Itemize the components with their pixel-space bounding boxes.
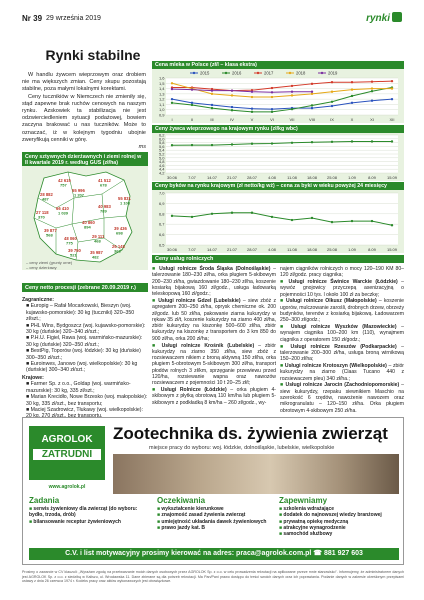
data-point bbox=[311, 93, 313, 95]
legend-label: 2016 bbox=[232, 70, 242, 76]
data-point bbox=[171, 98, 173, 100]
services-title: Ceny usług rolniczych bbox=[152, 255, 404, 263]
legend-label: 2019 bbox=[328, 70, 338, 76]
x-tick-label: 18.08 bbox=[306, 175, 318, 180]
y-tick-label: 1,3 bbox=[158, 91, 165, 97]
data-point bbox=[291, 108, 293, 110]
article-author: ms bbox=[138, 144, 146, 151]
x-tick-label: 14.07 bbox=[206, 175, 218, 180]
service-item: ■ Usługi rolnicze Środa Śląska (Dolnośląskie) – talerzowanie 180–230 zł/ha, orka pługiem 5-skibowym 200–230 zł/ha, gwiazdowanie 180–230 zł/ha, koszenie kosiarką bijakową 160 zł/godz., usługa ładowarką teleskopową 160 zł/godz.; bbox=[152, 266, 276, 298]
data-point bbox=[271, 91, 273, 93]
data-point bbox=[291, 219, 293, 221]
region-land-price: 39 877 bbox=[44, 228, 57, 233]
ad-column-item: ■ serwis żywieniowy dla zwierząt (do wyboru: bydło, trzoda, drób) bbox=[29, 506, 138, 519]
prices-list bbox=[22, 296, 148, 420]
ad-photo-livestock bbox=[113, 454, 399, 494]
service-item: ■ Usługi rolnicze Olkusz (Małopolskie) – koszenie ugorów, mulczowanie zarośli, drobnych drzew, obrzeży budynków, terenów z kosiarką bijakową. Ładowarzem 250–300 zł/godz.; bbox=[280, 298, 405, 324]
data-point bbox=[231, 94, 233, 96]
data-point bbox=[351, 140, 353, 142]
data-point bbox=[231, 89, 233, 91]
data-point bbox=[251, 143, 253, 145]
y-tick-label: 5,6 bbox=[158, 143, 165, 149]
price-item: ■ Farmer Sp. z o.o., Goldap (woj. warmińsko-mazurskie): 30 kg, 335 zł/szt.; bbox=[26, 381, 131, 394]
data-point bbox=[351, 220, 353, 222]
price-item: ■ Euroinwes, Janowo (woj. wielkopolskie): 30 kg (duńskie) 300–340 zł/szt.; bbox=[26, 361, 138, 374]
article-paragraph: Ceny tucznikiów w Niemczech nie zmieniły się, stąd zapewne brak ruchów cenowych na naszym rynku. Azskowiek ta stabilizacja nie jest odzwierciedleniem sytuacji podażowej, bowiem zaczyna brakować u nas tuczników. Może to oznaczać, iż w kolejnym tygodniu ubojnie zweryfikują cenniki w górę. bbox=[22, 93, 146, 143]
data-point bbox=[391, 224, 393, 226]
legend-label: 2015 bbox=[200, 70, 210, 76]
milk-price-chart bbox=[152, 61, 404, 123]
section-logo-text: rynki bbox=[366, 13, 390, 24]
data-point bbox=[351, 88, 353, 90]
x-tick-label: III bbox=[210, 117, 214, 122]
data-point bbox=[351, 95, 353, 97]
region-lease-price: 1 207 bbox=[74, 192, 85, 198]
legend-marker bbox=[257, 72, 259, 74]
section-logo bbox=[366, 12, 402, 24]
x-tick-label: V bbox=[250, 117, 254, 122]
legend-label: 2018 bbox=[296, 70, 306, 76]
region-land-price: 66 410 bbox=[56, 206, 69, 211]
region-lease-price: 482 bbox=[92, 254, 99, 260]
data-point bbox=[311, 83, 313, 85]
chart-title: Ceny żywca wieprzowego na krajowym rynku (zł/kg wbc) bbox=[152, 125, 404, 133]
region-lease-price: 368 bbox=[114, 248, 121, 254]
data-point bbox=[331, 141, 333, 143]
x-tick-label: IX bbox=[330, 117, 334, 122]
ad-column-item: ■ samochód służbowy bbox=[279, 531, 333, 538]
data-point bbox=[371, 220, 373, 222]
x-tick-label: 25.08 bbox=[326, 175, 338, 180]
data-point bbox=[351, 102, 353, 104]
chart-title: Cena mleka w Polsce (zł/l – klasa ekstra) bbox=[152, 61, 404, 69]
data-point bbox=[291, 94, 293, 96]
data-point bbox=[231, 212, 233, 214]
x-tick-label: 14.07 bbox=[206, 247, 218, 252]
x-tick-label: 18.08 bbox=[306, 247, 318, 252]
ad-columns bbox=[29, 498, 399, 546]
x-tick-label: 1.09 bbox=[348, 175, 356, 180]
x-tick-label: II bbox=[190, 117, 194, 122]
chart-title: Ceny byków na rynku krajowym (zł netto/kg wż) – cena za byki w wieku powyżej 24 miesięcy bbox=[152, 182, 404, 190]
ad-column bbox=[157, 498, 273, 546]
ad-column bbox=[279, 498, 399, 546]
plot-area bbox=[166, 193, 398, 245]
x-tick-label: 4.08 bbox=[268, 175, 276, 180]
y-tick-label: 7,0 bbox=[158, 190, 165, 196]
data-point bbox=[331, 221, 333, 223]
data-point bbox=[311, 91, 313, 93]
map-panel bbox=[22, 152, 148, 270]
data-point bbox=[211, 104, 213, 106]
data-point bbox=[271, 142, 273, 144]
data-point bbox=[311, 217, 313, 219]
y-tick-label: 1,6 bbox=[158, 75, 165, 81]
region-land-price: 27 118 bbox=[36, 210, 49, 215]
region-land-price: 39 436 bbox=[114, 226, 127, 231]
x-tick-label: 15.09 bbox=[386, 247, 398, 252]
data-point bbox=[231, 106, 233, 108]
data-point bbox=[231, 109, 233, 111]
y-tick-label: 6,0 bbox=[158, 136, 165, 142]
data-point bbox=[191, 104, 193, 106]
y-tick-label: 1,0 bbox=[158, 107, 165, 113]
ad-subtitle: miejsce pracy do wyboru: woj. łódzkie, dolnośląskie, lubelskie, wielkopolskie bbox=[149, 445, 335, 451]
region-land-price: 55 831 bbox=[118, 196, 131, 201]
y-tick-label: 4,4 bbox=[158, 166, 165, 172]
region-land-price: 41 512 bbox=[98, 178, 111, 183]
data-point bbox=[251, 91, 253, 93]
prices-section-title: Krajowe: bbox=[22, 374, 44, 381]
ad-website[interactable]: www.agrolok.pl bbox=[48, 484, 86, 490]
ad-column-item: ■ prywatną opiekę medyczną bbox=[279, 518, 349, 525]
x-tick-label: XI bbox=[370, 117, 374, 122]
y-tick-label: 1,4 bbox=[158, 86, 165, 92]
ad-column-item: ■ umiejętność układania dawek żywieniowych bbox=[157, 518, 267, 525]
region-land-price: 26 145 bbox=[112, 244, 125, 249]
y-tick-label: 5,0 bbox=[158, 155, 165, 161]
poland-map bbox=[26, 168, 144, 266]
y-tick-label: 1,5 bbox=[158, 80, 165, 86]
region-lease-price: 487 bbox=[42, 196, 49, 202]
service-item: ■ Usługi rolnicze Krotoszyn (Wielkopolskie) – zbiór kukurydzy na ziarno (Claas Tucano 440 z rozsiewaczem pleu) 340 zł/ha.; bbox=[280, 362, 404, 382]
data-point bbox=[251, 111, 253, 113]
data-point bbox=[171, 88, 173, 90]
footer-clause: Prosimy o zawarcie w CV klauzuli: „Wyrażam zgodę na przetwarzanie moich danych osobowych przez AGROLOK Sp. z o.o. w celu prowadzenia rekrutacji na aplikowane przeze mnie stanowisko”. Informujemy, że administratorem danych jest AGROLOK Sp. z o.o. z siedzibą w Kaliszu, ul. Wrocławska 11. Dane zbierane są dla potrzeb rekrutacji. Ma Pan/Pani prawo dostępu do treści swoich danych oraz ich poprawiania. Podanie danych w zakresie określonym przepisami ustawy z dnia 26 czerwca 1974 r. Kodeks pracy oraz aktów wykonawczych jest obowiązkowe. bbox=[22, 570, 404, 584]
y-tick-label: 6,7 bbox=[158, 221, 165, 227]
region-lease-price: 568 bbox=[46, 232, 53, 238]
region-land-price: 39 750 bbox=[68, 248, 81, 253]
ad-column-title: Oczekiwania bbox=[157, 496, 206, 505]
ad-column-title: Zadania bbox=[29, 496, 60, 505]
y-tick-label: 4,2 bbox=[158, 170, 165, 176]
service-item: ■ Usługi rolnicze Wyszków (Mazowieckie) – wynajem ciągnika 100–200 km (110), wynajmem ciągnika z operatorem 150 zł/godz.; bbox=[280, 324, 404, 343]
region-lease-price: 468 bbox=[94, 238, 101, 244]
y-tick-label: 6,2 bbox=[158, 133, 165, 138]
x-tick-label: 21.07 bbox=[226, 175, 238, 180]
legend-marker bbox=[193, 72, 195, 74]
article-body bbox=[22, 72, 146, 151]
x-tick-label: 28.07 bbox=[246, 247, 258, 252]
page-header bbox=[22, 14, 402, 28]
region-lease-price: 678 bbox=[100, 182, 107, 188]
ad-column-item: ■ dodatek do najnowszej wiedzy branżowej bbox=[279, 512, 382, 519]
x-tick-label: 8.09 bbox=[368, 175, 376, 180]
price-item: ■ P.H.U. Figiel, Rawa (woj. warmińsko-mazurskie): 30 kg (duńskie) 320–350 zł/szt.; bbox=[26, 335, 143, 348]
x-tick-label: 28.07 bbox=[246, 175, 258, 180]
ad-column-title: Zapewniamy bbox=[279, 496, 328, 505]
pork-price-chart bbox=[152, 125, 404, 181]
price-item: ■ PHL Wins, Bydgoszcz (woj. kujawsko-pomorskie): 30 kg (duńskie) 320–340 zł/szt.; bbox=[26, 322, 146, 336]
price-item: ■ BestPig, Toporów (woj. łódzkie): 30 kg (duńskie) 300–350 zł/szt.; bbox=[26, 348, 141, 361]
x-tick-label: 30.06 bbox=[166, 247, 178, 252]
data-point bbox=[251, 96, 253, 98]
price-item: ■ Maciej Szadrowicz, Tłukawy (woj. wielkopolskie): bbox=[26, 406, 143, 413]
price-item: ■ Europig – Rafał Mocarkowski, Bieszyn (woj. kujawsko-pomorskie): 30 kg (tuczniki) 320–350 zł/szt.; bbox=[26, 303, 135, 323]
job-ad bbox=[22, 417, 404, 565]
y-tick-label: 1,2 bbox=[158, 96, 165, 102]
region-lease-price: 757 bbox=[60, 182, 67, 188]
x-tick-label: VII bbox=[289, 117, 295, 122]
map-title: Ceny sztywnych dzierżawnych i ziemi rolnej w II kwartale 2019 r. według GUS (zł/ha) bbox=[22, 152, 148, 166]
region-land-price: 55 996 bbox=[72, 188, 85, 193]
y-tick-label: 6,6 bbox=[158, 232, 165, 238]
article-title: Rynki stabilne bbox=[45, 47, 141, 63]
x-tick-label: 15.09 bbox=[386, 175, 398, 180]
data-point bbox=[211, 213, 213, 215]
data-point bbox=[391, 98, 393, 100]
ad-column-item: ■ szkolenia wdrażające bbox=[279, 506, 335, 513]
ad-contact[interactable]: C.V. i list motywacyjny prosimy kierować na adres: praca@agrolok.com.pl ☎ 881 927 603 bbox=[29, 548, 399, 560]
ad-column-item: ■ wykształcenie kierunkowe bbox=[157, 506, 224, 513]
milk-price-plot bbox=[152, 69, 404, 123]
x-tick-label: 1.09 bbox=[348, 247, 356, 252]
ad-brand: AGROLOK bbox=[41, 434, 93, 445]
data-point bbox=[251, 107, 253, 109]
legend-marker bbox=[321, 72, 323, 74]
service-item: ■ Usługi rolnicze Rzeszów (Podkarpackie) – talerzowanie 200–300 zł/ha, usługa broną wirnikową 150–200 zł/ha; bbox=[280, 343, 404, 363]
x-tick-label: VIII bbox=[308, 117, 316, 122]
service-item: ■ Usługi Rolnicze (Łódzkie) – orka pługiem 4-skibowym z płytką obrotową 110 km/ha lub pługiem 5-skibowym z podkładką 8 km/ha – 260 zł/godz., wy- bbox=[152, 387, 276, 406]
data-point bbox=[271, 111, 273, 113]
issue-number: Nr 39 bbox=[22, 14, 43, 23]
x-tick-label: 7.07 bbox=[188, 247, 196, 252]
data-point bbox=[311, 107, 313, 109]
y-tick-label: 5,4 bbox=[158, 147, 165, 153]
data-point bbox=[171, 215, 173, 217]
data-point bbox=[371, 140, 373, 142]
ad-column-item: ■ prawo jazdy kat. B bbox=[157, 524, 206, 531]
services-column-right bbox=[280, 266, 404, 414]
region-land-price: 28 882 bbox=[40, 192, 53, 197]
region-lease-price: 370 bbox=[38, 214, 45, 220]
region-land-price: 40 983 bbox=[98, 204, 111, 209]
data-point bbox=[391, 140, 393, 142]
x-tick-label: 8.09 bbox=[368, 247, 376, 252]
data-point bbox=[331, 91, 333, 93]
region-lease-price: 775 bbox=[66, 240, 73, 246]
region-lease-price: 698 bbox=[116, 230, 123, 236]
data-point bbox=[291, 91, 293, 93]
service-item: ■ Usługi rolnicze Jarocin (Zachodniopomorskie) – siew kukurydzy, rzepaku siewnikiem Maschio na szerokość 6 rzędów, nawożenie nawozem oraz mikrogranulatu – 120–150 zł/ha. Orka pługiem obrotowym 4-skibowym 250 zł/ha. bbox=[280, 382, 404, 414]
prices-section-title: Zagraniczne: bbox=[22, 297, 54, 303]
x-tick-label: 7.07 bbox=[188, 175, 196, 180]
data-point bbox=[231, 143, 233, 145]
x-tick-label: 4.08 bbox=[268, 247, 276, 252]
y-tick-label: 6,5 bbox=[158, 242, 165, 248]
region-lease-price: 1 039 bbox=[58, 210, 69, 216]
region-lease-price: 894 bbox=[84, 224, 91, 230]
data-point bbox=[171, 144, 173, 146]
ad-column-item: ■ atrakcyjne wynagrodzenie bbox=[279, 524, 346, 531]
data-point bbox=[271, 216, 273, 218]
ad-column bbox=[29, 498, 149, 546]
data-point bbox=[371, 90, 373, 92]
ad-brand-hiring: ZATRUDNI bbox=[33, 449, 101, 460]
y-tick-label: 5,8 bbox=[158, 140, 165, 146]
service-item: ■ Usługi rolnicze Świnice Warckie (Łódzkie) – wywóz gnojowicy przyczepą asenizacyjną o pojemności 10 tys. l około 100 zł za beczkę; bbox=[280, 279, 405, 298]
data-point bbox=[191, 144, 193, 146]
data-point bbox=[371, 87, 373, 89]
data-point bbox=[211, 89, 213, 91]
data-point bbox=[311, 141, 313, 143]
x-tick-label: 30.06 bbox=[166, 175, 178, 180]
x-tick-label: 25.08 bbox=[326, 247, 338, 252]
x-tick-label: I bbox=[171, 117, 173, 122]
y-tick-label: 0,9 bbox=[158, 112, 165, 118]
data-point bbox=[271, 87, 273, 89]
service-item: ■ Usługi rolnicze Krośnik (Lubelskie) – zbiór kukurydzy na ziarno 350 zł/ha, siew zbóż z rozsiewaczem nikiem z broną aktywną 150 zł/ha, orka pługiem 5-obrotowym 5-skibowym 300 zł/ha, transport płodów rolnych 3 zł/km, sprzęganie przewiewu przed 120/ha, rozsiewanie wapna oraz nawozów rozsiewaczem z pojemności 10 t 20–25 zł/t; bbox=[152, 342, 276, 387]
data-point bbox=[271, 96, 273, 98]
region-lease-price: 1 108 bbox=[120, 200, 131, 206]
data-point bbox=[171, 102, 173, 104]
data-point bbox=[391, 80, 393, 82]
data-point bbox=[191, 216, 193, 218]
data-point bbox=[271, 108, 273, 110]
logo-icon bbox=[392, 12, 402, 22]
data-point bbox=[371, 81, 373, 83]
region-land-price: 40 860 bbox=[82, 220, 95, 225]
y-tick-label: 4,6 bbox=[158, 162, 165, 168]
service-item: najem ciągników rolniczych o mocy 120–190 KM 80–120 zł/godz. pracy ciągnika; bbox=[280, 266, 404, 279]
data-point bbox=[331, 81, 333, 83]
region-lease-price: 521 bbox=[70, 252, 77, 258]
map-legend bbox=[26, 260, 72, 270]
data-point bbox=[331, 105, 333, 107]
x-tick-label: VI bbox=[270, 117, 274, 122]
data-point bbox=[351, 81, 353, 83]
region-land-price: 29 111 bbox=[92, 234, 105, 239]
data-point bbox=[331, 101, 333, 103]
issue-date: 29 września 2019 bbox=[46, 14, 101, 22]
legend-marker bbox=[289, 72, 291, 74]
data-point bbox=[291, 85, 293, 87]
data-point bbox=[191, 88, 193, 90]
agrolok-logo bbox=[29, 426, 105, 480]
x-tick-label: 21.07 bbox=[226, 247, 238, 252]
y-tick-label: 6,9 bbox=[158, 200, 165, 206]
data-point bbox=[211, 107, 213, 109]
y-tick-label: 5,2 bbox=[158, 151, 165, 157]
legend-lease: – ceny dzierżawy bbox=[26, 265, 57, 270]
data-point bbox=[211, 144, 213, 146]
x-tick-label: X bbox=[350, 117, 354, 122]
services-column-left bbox=[152, 266, 276, 407]
service-item: ■ Usługi rolnicze Gdzel (Lubelskie) – siew zbóż z agregatem 200–250 zł/ha, oprysk chemiczne ok. 200 zł/godz. lub 50 zł/ha, pakowanie ziarna kukurydzy w rękaw 35 zł/t, koszenie kukurydzy na ziarno 400 zł/ha, zbiór kukurydzy na kiszonkę 500–600 zł/ha, zbiór kukurydzy na kiszonkę z transportem do 3 km 850 do 900 zł/ha, orka 200 zł/ha; bbox=[152, 297, 276, 342]
legend-marker bbox=[225, 72, 227, 74]
region-land-price: 35 987 bbox=[90, 250, 103, 255]
ad-title: Zootechnika ds. żywienia zwierząt bbox=[113, 424, 388, 443]
region-land-price: 48 060 bbox=[64, 236, 77, 241]
bull-price-chart bbox=[152, 182, 404, 253]
x-tick-label: XII bbox=[389, 117, 395, 122]
data-point bbox=[371, 100, 373, 102]
prices-title: Ceny netto procesji (zebrane 20.09.2019 r.) bbox=[22, 283, 148, 292]
data-point bbox=[171, 82, 173, 84]
price-item: ■ Marian Krecidło, Nowe Brzesko (woj. małopolskie): 30 kg, 335 zł/szt., bez transportu; bbox=[26, 394, 148, 407]
article-paragraph: W handlu żywcem wieprzowym oraz drobiem nie ma większych zmian. Ceny skupu pozostają stabilne, poza małymi lokalnymi korektami. bbox=[22, 72, 146, 93]
data-point bbox=[311, 104, 313, 106]
ad-column-item: ■ bilansowanie receptur żywieniowych bbox=[29, 518, 121, 525]
y-tick-label: 6,8 bbox=[158, 211, 165, 217]
region-lease-price: 789 bbox=[100, 208, 107, 214]
data-point bbox=[191, 102, 193, 104]
x-tick-label: 11.08 bbox=[287, 175, 297, 180]
x-tick-label: 11.08 bbox=[287, 247, 297, 252]
ad-column-item: ■ znajomość zasad żywienia zwierząt bbox=[157, 512, 246, 519]
legend-land: – ceny ziemi (grunty orne) bbox=[26, 260, 73, 265]
y-tick-label: 4,8 bbox=[158, 159, 165, 165]
bull-price-plot bbox=[152, 190, 404, 253]
data-point bbox=[211, 93, 213, 95]
pork-price-plot bbox=[152, 133, 404, 181]
x-tick-label: IV bbox=[230, 117, 234, 122]
data-point bbox=[291, 142, 293, 144]
y-tick-label: 1,1 bbox=[158, 101, 165, 107]
legend-label: 2017 bbox=[264, 70, 274, 76]
data-point bbox=[391, 87, 393, 89]
region-land-price: 42 615 bbox=[58, 178, 71, 183]
data-point bbox=[251, 212, 253, 214]
